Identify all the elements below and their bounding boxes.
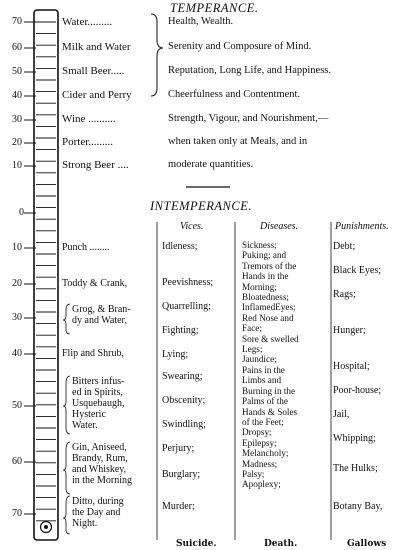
temperance-effect: moderate quantities. xyxy=(168,159,254,170)
diseases-text: Sickness; Puking; and Tremors of the Hands in the Morning; Bloatedness; InflamedEyes; Red Nose and Face; Sore & swelled Legs; Jaundice; Pains in the Limbs and Burning in the Palms of the Hands & Soles of the Feet; Dropsy; Epilepsy; Melancholy; Madness; Palsy; Apoplexy; xyxy=(242,240,299,490)
scale-label: 50 xyxy=(12,66,22,77)
intemperance-drink: Flip and Shrub, xyxy=(62,348,124,359)
scale-label: 70 xyxy=(12,508,22,519)
intemperance-drink: Bitters infus- ed in Spirits, Usquebaugh, Hysteric Water. xyxy=(72,376,125,431)
vice-item: Swindling; xyxy=(162,419,206,430)
intemperance-title: INTEMPERANCE. xyxy=(150,199,252,213)
scale-label: 40 xyxy=(12,348,22,359)
vice-item: Perjury; xyxy=(162,443,195,454)
intemperance-drink: Toddy & Crank, xyxy=(62,278,128,289)
header-punishments: Punishments. xyxy=(335,221,389,232)
header-vices: Vices. xyxy=(180,221,204,232)
punishment-item: Botany Bay, xyxy=(333,501,383,512)
brace-ditto xyxy=(63,496,70,534)
scale-label: 10 xyxy=(12,242,22,253)
temperance-effect: Strength, Vigour, and Nourishment,— xyxy=(168,113,329,124)
punishment-item: Hunger; xyxy=(333,325,366,336)
temperance-brace-upper xyxy=(151,14,163,96)
vice-item: Peevishness; xyxy=(162,277,214,288)
scale-label: 50 xyxy=(12,400,22,411)
temperance-title: TEMPERANCE. xyxy=(170,1,259,15)
vice-item: Swearing; xyxy=(162,371,203,382)
scale-label: 30 xyxy=(12,114,22,125)
brace-gin xyxy=(63,442,70,494)
vice-item: Obscenity; xyxy=(162,395,206,406)
footer-gallows: Gallows xyxy=(347,539,387,549)
scale-label: 20 xyxy=(12,137,22,148)
scale-label: 20 xyxy=(12,278,22,289)
thermometer-bulb-core xyxy=(44,525,48,529)
header-diseases: Diseases. xyxy=(260,221,299,232)
scale-label: 10 xyxy=(12,160,22,171)
punishment-item: The Hulks; xyxy=(333,463,378,474)
temperance-drink: Wine .......... xyxy=(62,113,116,125)
temperance-drink: Water......... xyxy=(62,16,113,28)
scale-label-zero: 0 xyxy=(19,207,24,218)
temperance-drink: Small Beer..... xyxy=(62,65,125,77)
scale-label: 60 xyxy=(12,42,22,53)
intemperance-drink: Grog, & Bran- dy and Water, xyxy=(72,304,131,326)
vice-item: Lying; xyxy=(162,349,189,360)
vice-item: Burglary; xyxy=(162,469,201,480)
temperance-effect: Reputation, Long Life, and Happiness. xyxy=(168,65,332,76)
punishment-item: Whipping; xyxy=(333,433,376,444)
temperance-drink: Cider and Perry xyxy=(62,89,132,101)
temperance-effect: when taken only at Meals, and in xyxy=(168,136,308,147)
vice-item: Fighting; xyxy=(162,325,199,336)
brace-bitters xyxy=(63,376,70,434)
footer-suicide: Suicide. xyxy=(176,539,217,549)
punishment-item: Rags; xyxy=(333,289,356,300)
punishment-item: Poor-house; xyxy=(333,385,382,396)
temperance-drink: Strong Beer .... xyxy=(62,159,129,171)
scale-label: 30 xyxy=(12,312,22,323)
intemperance-drink: Ditto, during the Day and Night. xyxy=(72,496,124,529)
punishment-item: Jail, xyxy=(333,409,350,420)
thermometer-tube xyxy=(34,10,58,540)
footer-death: Death. xyxy=(264,539,298,549)
punishment-item: Black Eyes; xyxy=(333,265,382,276)
temperance-effect: Serenity and Composure of Mind. xyxy=(168,41,312,52)
scale-label: 40 xyxy=(12,90,22,101)
intemperance-drink: Punch ........ xyxy=(62,242,110,253)
temperance-drink: Milk and Water xyxy=(62,41,131,53)
punishment-item: Debt; xyxy=(333,241,356,252)
scale-label: 60 xyxy=(12,456,22,467)
scale-label: 70 xyxy=(12,16,22,27)
temperance-effect: Cheerfulness and Contentment. xyxy=(168,89,301,100)
intemperance-drink: Gin, Aniseed, Brandy, Rum, and Whiskey, in the Morning xyxy=(72,442,132,486)
tube-ticks xyxy=(36,22,56,521)
vice-item: Murder; xyxy=(162,501,195,512)
vice-item: Quarrelling; xyxy=(162,301,211,312)
temperance-effect: Health, Wealth. xyxy=(168,16,234,27)
vice-item: Idleness; xyxy=(162,241,198,252)
temperance-drink: Porter......... xyxy=(62,136,114,148)
brace-grog xyxy=(63,304,70,334)
punishment-item: Hospital; xyxy=(333,361,370,372)
